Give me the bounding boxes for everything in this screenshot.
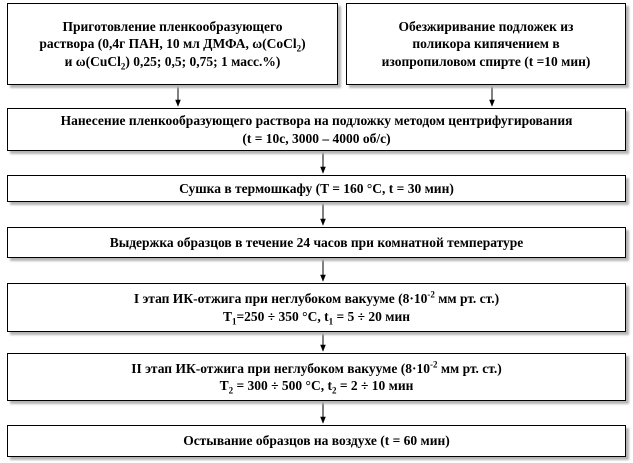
node-substrate-degreasing-line1: Обезжиривание подложек из	[398, 19, 574, 35]
node-ir-annealing-stage-2-line1: II этап ИК-отжига при неглубоком вакууме ($8\cdot 10^{-2}$ мм рт. ст.)	[131, 359, 502, 376]
node-substrate-degreasing	[346, 3, 626, 85]
node-ir-annealing-stage-2	[7, 353, 626, 401]
node-ir-annealing-stage-1	[7, 283, 626, 332]
node-drying-line1: Сушка в термошкафу (T = 160 °C, t = 30 мин)	[179, 180, 454, 196]
node-ir-annealing-stage-1-line1: I этап ИК-отжига при неглубоком вакууме ($8\cdot 10^{-2}$ мм рт. ст.)	[133, 289, 500, 307]
node-solution-preparation-line2: раствора (0,4г ПАН, 10 мл ДМФА, ω(CoCl$_2$)	[39, 36, 306, 55]
node-substrate-degreasing-line2: поликора кипячением в	[412, 36, 560, 52]
node-drying	[7, 175, 626, 202]
node-solution-preparation-line3: и ω(CuCl$_2$) 0,25; 0,5; 0,75; 1 масс.%)	[64, 53, 281, 72]
node-holding-line1: Выдержка образцов в течение 24 часов при комнатной температуре	[109, 234, 524, 250]
node-solution-preparation	[7, 3, 338, 85]
node-substrate-degreasing-line3: изопропиловом спирте (t =10 мин)	[381, 53, 591, 69]
node-ir-annealing-stage-2-line2: $T_2 = 300 \div 500$ °C, $t_2 = 2 \div 10$ мин	[219, 378, 414, 396]
node-spin-coating-line1: Нанесение пленкообразующего раствора на подложку методом центрифугирования	[60, 113, 573, 129]
node-spin-coating	[7, 108, 626, 151]
node-air-cooling	[7, 425, 626, 457]
node-holding	[7, 227, 626, 258]
node-ir-annealing-stage-1-line2: $T_1=250 \div 350$ °C, $t_1 = 5 \div 20$ мин	[222, 308, 411, 327]
node-spin-coating-line2: (t = 10с, 3000 – 4000 об/с)	[242, 130, 391, 146]
node-solution-preparation-line1: Приготовление пленкообразующего	[62, 19, 283, 35]
node-air-cooling-line1: Остывание образцов на воздухе (t = 60 мин)	[183, 433, 450, 449]
